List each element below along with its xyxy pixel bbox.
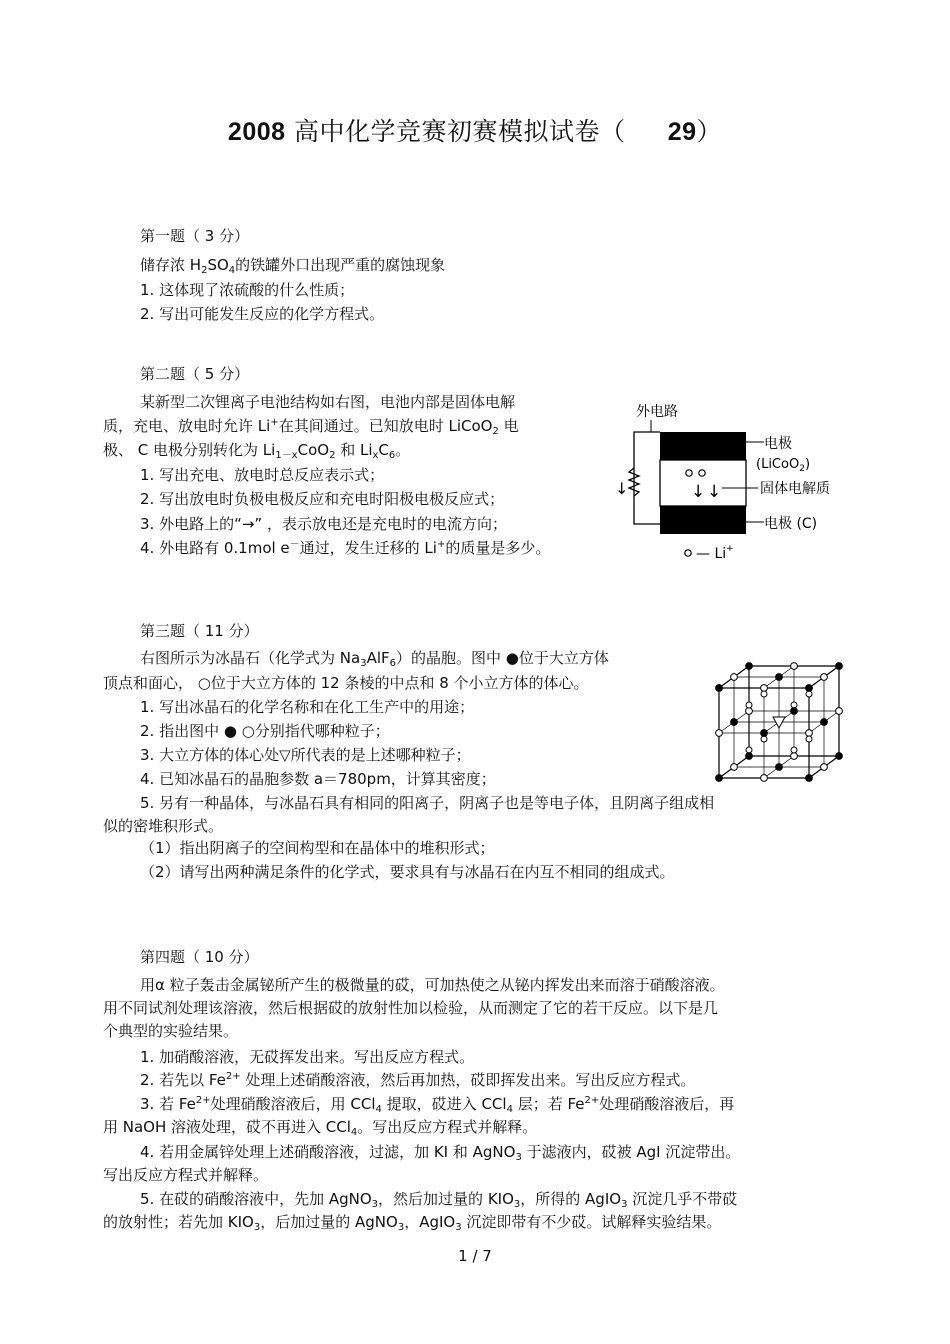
open-atom-icon (791, 753, 798, 760)
q3-line-2: 顶点和面心， ○位于大立方体的 12 条棱的中点和 8 个小立方体的体心。 (103, 674, 589, 692)
filled-atom-icon (716, 775, 723, 782)
open-atom-icon (761, 736, 767, 742)
open-atom-icon (761, 775, 768, 782)
open-atom-icon (746, 702, 752, 708)
outer-circuit-label: 外电路 (636, 404, 678, 420)
filled-atom-icon (746, 753, 753, 760)
filled-atom-icon (776, 674, 783, 681)
q1-item-1: 1. 这体现了浓硫酸的什么性质； (140, 281, 355, 299)
q4-item-3: 3. 若 $Fe^{2+}$处理硝酸溶液后，用 CCl$_4$ 提取，砹进入 CCl$_4$ 层；若 $Fe^{2+}$处理硝酸溶液后，再 (140, 1095, 735, 1115)
q3-item-1: 1. 写出冰晶石的化学名称和在化工生产中的用途； (140, 698, 475, 716)
ion-arrow-icon: ↓ (691, 482, 706, 502)
open-atom-icon (731, 674, 738, 681)
page-title: 2008 高中化学竞赛初赛模拟试卷（ 29） (227, 117, 723, 146)
open-atom-icon (791, 702, 797, 708)
open-atom-icon (746, 747, 752, 753)
filled-atom-icon (761, 730, 768, 737)
electrolyte-label: 固体电解质 (760, 481, 830, 497)
open-atom-icon (821, 764, 828, 771)
current-arrow-icon: ↓ (615, 479, 629, 498)
open-atom-icon (716, 730, 723, 737)
q3-item-2: 2. 指出图中 ● ○分别指代哪种粒子； (140, 722, 390, 740)
open-atom-icon (761, 685, 768, 692)
open-atom-icon (806, 730, 813, 737)
q3-sub-1: （1）指出阴离子的空间构型和在晶体中的堆积形式； (140, 839, 495, 857)
open-atom-icon (791, 747, 797, 753)
filled-atom-icon (746, 663, 753, 670)
q2-line-2: 质，充电、放电时允许 Li+在其间通过。已知放电时 LiCoO$_2$ 电 (103, 417, 519, 437)
q4-para-3: 个典型的实验结果。 (103, 1022, 239, 1040)
ion-arrow-icon: ↓ (707, 482, 722, 502)
electrode-licoo2 (660, 432, 746, 460)
q3-item-3: 3. 大立方体的体心处▽所代表的是上述哪种粒子； (140, 746, 471, 764)
q1-heading: 第一题（ 3 分） (140, 227, 250, 245)
q3-item-4: 4. 已知冰晶石的晶胞参数 a＝780pm，计算其密度； (140, 770, 496, 788)
filled-atom-icon (731, 719, 738, 726)
q4-item-4-cont: 写出反应方程式并解释。 (103, 1166, 269, 1184)
q4-item-5-cont: 的放射性；若先加 $KIO_3$，后加过量的 AgNO$_3$，AgIO$_3$ 沉淀即带有不少砹。试解释实验结果。 (103, 1213, 722, 1233)
q3-item-5-cont: 似的密堆积形式。 (103, 817, 224, 835)
li-ion-icon (699, 470, 705, 476)
q2-item-4: 4. 外电路有 0.1mol e－通过，发生迁移的 Li+的质量是多少。 (140, 539, 551, 557)
q4-para-1: 用α 粒子轰击金属铋所产生的极微量的砹，可加热使之从铋内挥发出来而溶于硝酸溶液。 (140, 976, 725, 994)
q2-item-3: 3. 外电路上的“→” ，表示放电还是充电时的电流方向； (140, 515, 507, 533)
electrode-carbon (660, 506, 746, 534)
open-atom-icon (806, 736, 812, 742)
filled-atom-icon (776, 764, 783, 771)
q3-sub-2: （2）请写出两种满足条件的化学式，要求具有与冰晶石在内互不相同的组成式。 (140, 863, 675, 881)
q2-heading: 第二题（ 5 分） (140, 365, 250, 383)
open-atom-icon (806, 691, 812, 697)
q2-item-1: 1. 写出充电、放电时总反应表示式； (140, 466, 385, 484)
q1-item-2: 2. 写出可能发生反应的化学方程式。 (140, 305, 385, 323)
outer-circuit-wire (634, 432, 660, 524)
q3-line-1: 右图所示为冰晶石（化学式为 $Na_3AlF_6$）的晶胞。图中 ●位于大立方体 (140, 649, 609, 669)
open-atom-icon (836, 708, 843, 715)
legend-label: — Li+ (696, 544, 734, 562)
open-atom-icon (746, 708, 753, 715)
q4-item-4: 4. 若用金属锌处理上述硝酸溶液，过滤，加 KI 和 AgNO$_3$ 于滤液内，砹被 AgI 沉淀带出。 (140, 1143, 741, 1163)
q1-intro: 储存浓 $H_2SO_4$的铁罐外口出现严重的腐蚀现象 (140, 256, 446, 276)
open-atom-icon (761, 691, 767, 697)
legend-ion-icon (685, 550, 691, 556)
filled-atom-icon (806, 685, 813, 692)
electrode2-label: 电极 (C) (764, 516, 818, 532)
q4-item-1: 1. 加硝酸溶液，无砹挥发出来。写出反应方程式。 (140, 1048, 475, 1066)
q4-para-2: 用不同试剂处理该溶液，然后根据砹的放射性加以检验，从而测定了它的若干反应。以下是几 (103, 999, 719, 1017)
filled-atom-icon (791, 708, 798, 715)
open-atom-icon (731, 764, 738, 771)
q4-item-5: 5. 在砹的硝酸溶液中，先加 AgNO$_3$，然后加过量的 $KIO_3$，所得的 AgIO$_3$ 沉淀几乎不带砹 (140, 1190, 738, 1210)
filled-atom-icon (836, 753, 843, 760)
electrode1-formula: (LiCoO$_2$) (756, 457, 811, 474)
q3-item-5: 5. 另有一种晶体，与冰晶石具有相同的阳离子，阴离子也是等电子体，且阴离子组成相 (140, 794, 715, 812)
battery-diagram (612, 398, 852, 570)
q2-line-3: 极、 C 电极分别转化为 $Li_{1-x}CoO_2$ 和 $Li_xC_6$。 (103, 441, 411, 461)
electrode1-label: 电极 (764, 436, 792, 452)
crystal-cell-diagram (705, 658, 845, 783)
page-number: 1 / 7 (458, 1247, 492, 1265)
body-center-triangle-icon (773, 717, 785, 728)
q4-item-3-cont: 用 NaOH 溶液处理，砹不再进入 CCl$_4$。写出反应方程式并解释。 (103, 1118, 538, 1138)
open-atom-icon (791, 663, 798, 670)
open-atom-icon (821, 674, 828, 681)
filled-atom-icon (716, 685, 723, 692)
q3-heading: 第三题（ 11 分） (140, 622, 259, 640)
filled-atom-icon (836, 663, 843, 670)
li-ion-icon (686, 470, 692, 476)
filled-atom-icon (821, 719, 828, 726)
q4-heading: 第四题（ 10 分） (140, 948, 259, 966)
q2-item-2: 2. 写出放电时负极电极反应和充电时阳极电极反应式； (140, 490, 505, 508)
filled-atom-icon (806, 775, 813, 782)
q4-item-2: 2. 若先以 $Fe^{2+}$ 处理上述硝酸溶液，然后再加热，砹即挥发出来。写出反应方程式。 (140, 1071, 696, 1089)
q2-line-1: 某新型二次锂离子电池结构如右图，电池内部是固体电解 (140, 393, 516, 411)
